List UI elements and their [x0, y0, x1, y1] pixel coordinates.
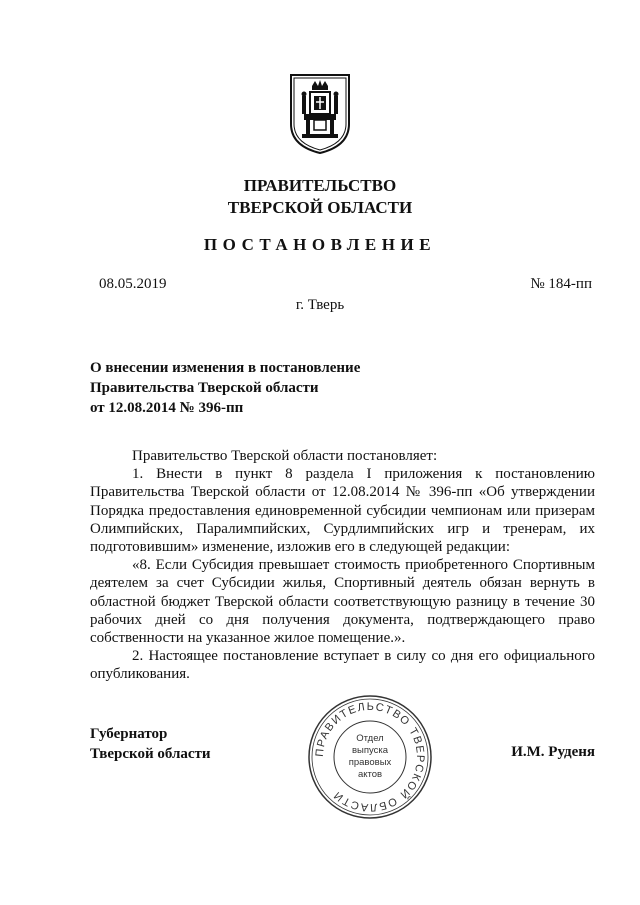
organization-name [0, 175, 640, 219]
subject-line-2: Правительства Тверской области [90, 380, 319, 396]
document-type: ПОСТАНОВЛЕНИЕ [203, 235, 437, 254]
document-body [90, 447, 595, 684]
document-subject [90, 358, 360, 418]
city: г. Тверь [295, 297, 345, 313]
official-stamp [306, 693, 434, 821]
signatory-name: И.М. Руденя [511, 744, 595, 760]
body-item-2: 2. Настоящее постановление вступает в силу со дня его официального опубликования. [90, 648, 595, 683]
body-intro: Правительство Тверской области постановляет: [132, 448, 438, 464]
stamp-line-1: Отдел [356, 733, 384, 744]
org-line-2: ТВЕРСКОЙ ОБЛАСТИ [227, 198, 413, 217]
subject-line-1: О внесении изменения в постановление [90, 360, 361, 376]
signatory-title [90, 724, 211, 764]
stamp-line-4: актов [357, 769, 383, 780]
org-line-1: ПРАВИТЕЛЬСТВО [243, 176, 397, 195]
stamp-ring-text: ПРАВИТЕЛЬСТВО ТВЕРСКОЙ ОБЛАСТИ [313, 700, 427, 814]
stamp-line-2: выпуска [351, 745, 389, 756]
document-number: № 184-пп [530, 276, 592, 292]
document-date: 08.05.2019 [99, 276, 167, 292]
signatory-title-line-2: Тверской области [90, 746, 211, 762]
signatory-title-line-1: Губернатор [90, 726, 168, 742]
body-quoted-clause: «8. Если Субсидия превышает стоимость приобретенного Спортивным деятелем за счет Субсидии жилья, Спортивный деятель обязан вернуть в областной бюджет Тверской области соответствующую разницу в течение 30 рабочих дней со дня получения документа, подтверждающего право собственности на указанное жилое помещение.». [90, 557, 595, 647]
body-item-1: 1. Внести в пункт 8 раздела I приложения к постановлению Правительства Тверской области от 12.08.2014 № 396-пп «Об утверждении Порядка предоставления единовременной субсидии чемпионам или призерам Олимпийских, Паралимпийских, Сурдлимпийских игр и тренерам, их подготовившим» изменение, изложив его в следующей редакции: [90, 466, 595, 556]
coat-of-arms-icon [288, 72, 352, 156]
stamp-line-3: правовых [348, 757, 392, 768]
subject-line-3: от 12.08.2014 № 396-пп [90, 400, 244, 416]
